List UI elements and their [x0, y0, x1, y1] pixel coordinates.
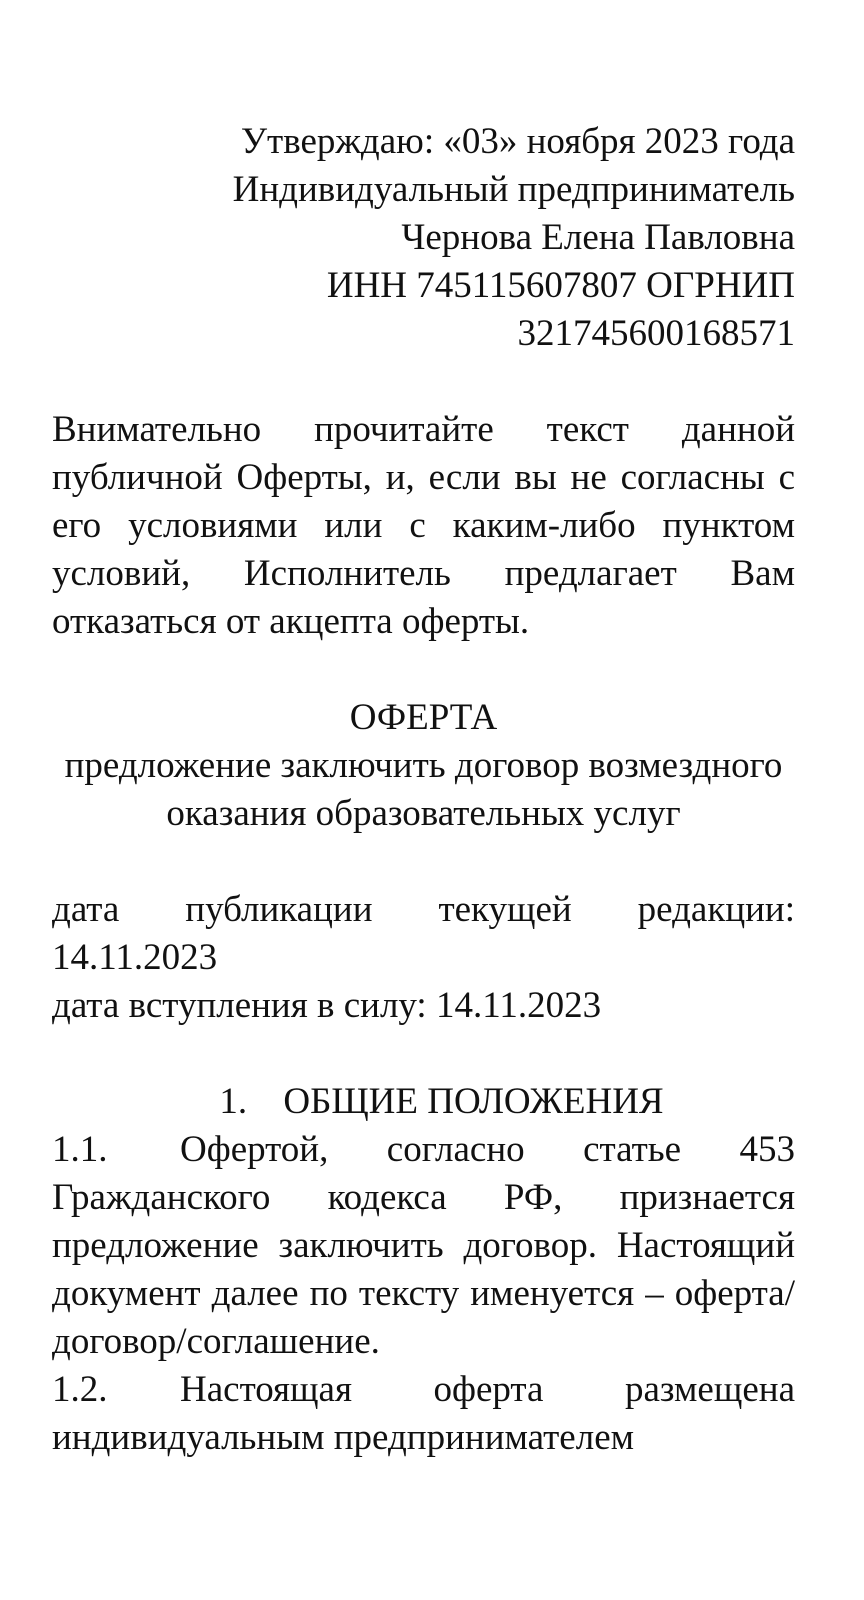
approval-block: [52, 118, 795, 358]
approval-inn-ogrnip: ИНН 745115607807 ОГРНИП: [326, 265, 795, 306]
document-title: ОФЕРТА: [349, 697, 498, 738]
clause-text: Офертой, согласно статье 453 Гражданского кодекса РФ, признается предложение заключить договор. Настоящий документ далее по тексту именуется – оферта/договор/соглашение.: [52, 1129, 795, 1362]
notice-paragraph: Внимательно прочитайте текст данной публичной Оферты, и, если вы не согласны с его условиями или с каким-либо пунктом условий, Исполнитель предлагает Вам отказаться от акцепта оферты.: [52, 409, 795, 642]
effective-date: дата вступления в силу: 14.11.2023: [52, 985, 602, 1026]
document-subtitle: предложение заключить договор возмездного оказания образовательных услуг: [64, 745, 783, 834]
section-number: 1.: [219, 1081, 248, 1122]
approval-entity-name: Чернова Елена Павловна: [401, 217, 795, 258]
clause-number: 1.2.: [52, 1369, 108, 1410]
approval-entity-type: Индивидуальный предприниматель: [232, 169, 795, 210]
spacer: [52, 646, 795, 694]
publication-date: дата публикации текущей редакции: 14.11.2023: [52, 889, 795, 978]
approval-date-line: Утверждаю: «03» ноября 2023 года: [240, 121, 795, 162]
clause-number: 1.1.: [52, 1129, 108, 1170]
section-title-text: ОБЩИЕ ПОЛОЖЕНИЯ: [283, 1081, 664, 1122]
section-heading: [52, 1078, 795, 1126]
clause-1-2: [52, 1366, 795, 1462]
spacer: [52, 358, 795, 406]
approval-ogrnip-number: 321745600168571: [517, 313, 795, 354]
document-page: [52, 118, 795, 1462]
spacer: [52, 1030, 795, 1078]
spacer: [52, 838, 795, 886]
clause-text: Настоящая оферта размещена индивидуальным предпринимателем: [52, 1369, 795, 1458]
clause-1-1: [52, 1126, 795, 1366]
